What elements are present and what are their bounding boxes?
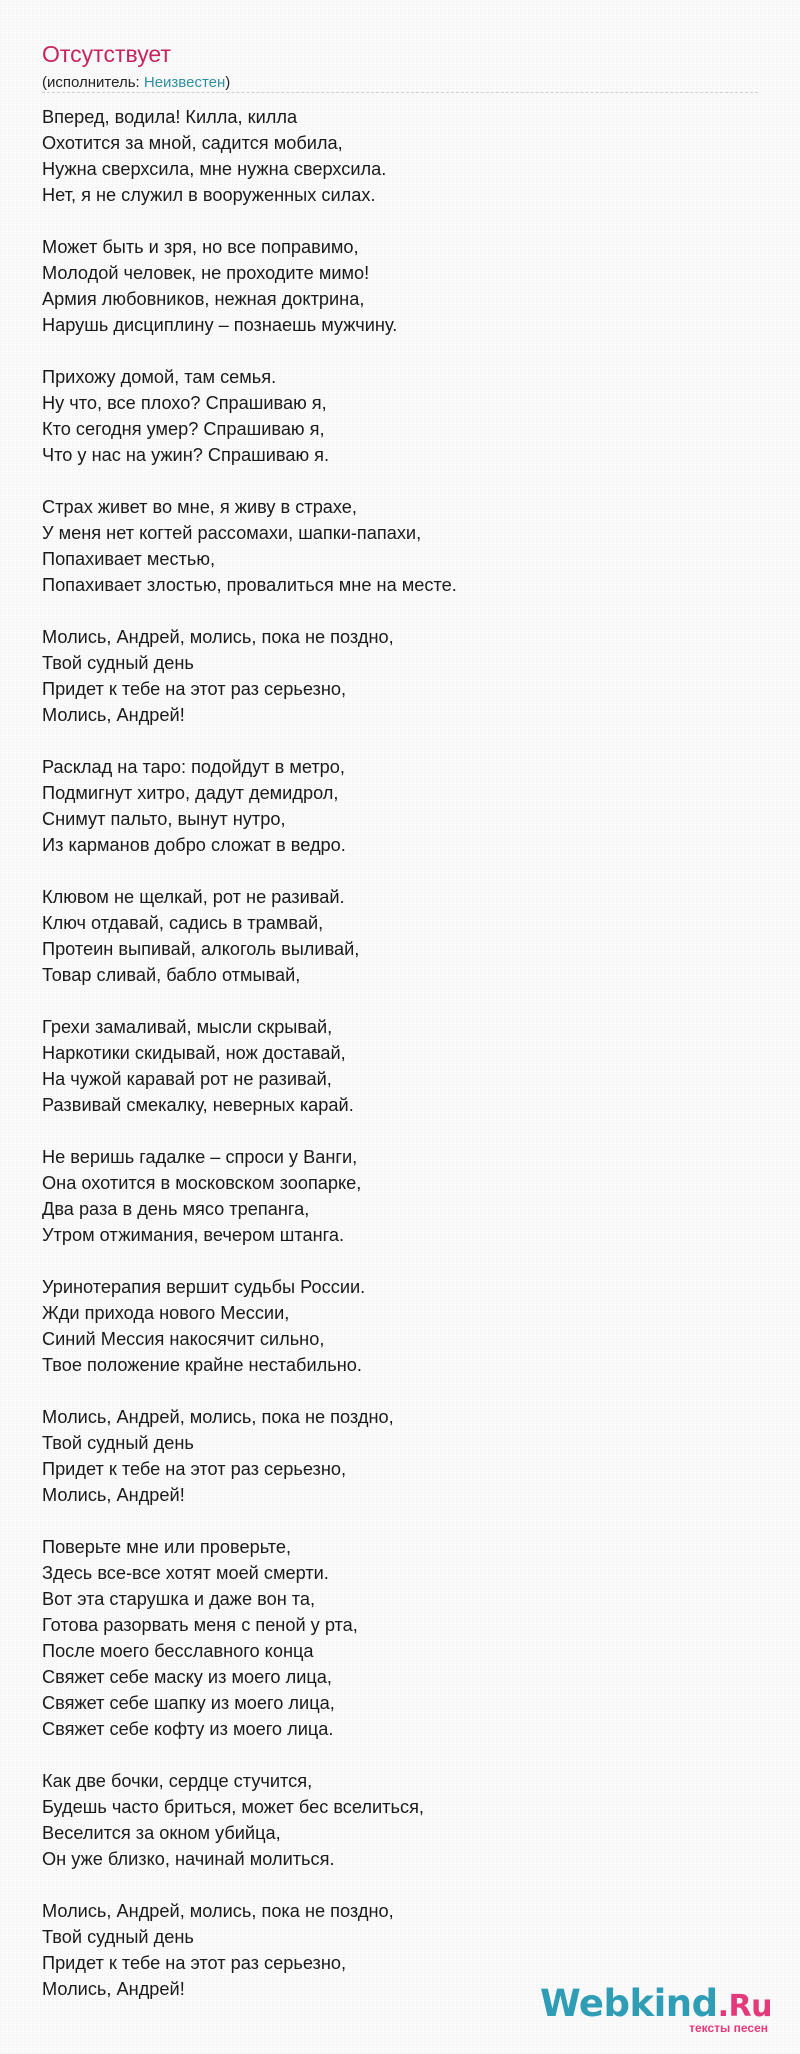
lyrics-line: Грехи замаливай, мысли скрывай, <box>42 1017 333 1037</box>
lyrics-line: Из карманов добро сложат в ведро. <box>42 835 346 855</box>
lyrics-line: Свяжет себе шапку из моего лица, <box>42 1693 335 1713</box>
performer-link[interactable]: Неизвестен <box>143 74 226 91</box>
lyrics-line: Развивай смекалку, неверных карай. <box>42 1095 354 1115</box>
lyrics-line: Уринотерапия вершит судьбы России. <box>42 1277 366 1297</box>
webkind-logo[interactable] <box>540 1984 772 2035</box>
lyrics-line: Молись, Андрей, молись, пока не поздно, <box>42 1901 394 1921</box>
header-divider <box>42 92 758 93</box>
lyrics-line: Утром отжимания, вечером штанга. <box>42 1225 345 1245</box>
lyrics-line: Твой судный день <box>42 1927 194 1947</box>
lyrics-line: Твой судный день <box>42 653 194 673</box>
lyrics-line: Ключ отдавай, садись в трамвай, <box>42 913 324 933</box>
lyrics-line: Снимут пальто, вынут нутро, <box>42 809 286 829</box>
lyrics-stanza <box>42 624 758 728</box>
lyrics-line: Что у нас на ужин? Спрашиваю я. <box>42 445 330 465</box>
lyrics-stanza <box>42 1768 758 1872</box>
logo-word: Webkind <box>539 1982 718 2025</box>
performer-line <box>42 73 758 92</box>
lyrics-line: Охотится за мной, садится мобила, <box>42 133 343 153</box>
lyrics-line: Твой судный день <box>42 1433 194 1453</box>
lyrics-stanza <box>42 754 758 858</box>
lyrics-line: Готова разорвать меня с пеной у рта, <box>42 1615 358 1635</box>
lyrics-line: Может быть и зря, но все поправимо, <box>42 237 359 257</box>
lyrics-line: Жди прихода нового Мессии, <box>42 1303 290 1323</box>
lyrics-stanza <box>42 234 758 338</box>
lyrics-line: Вперед, водила! Килла, килла <box>42 107 298 127</box>
lyrics-line: Свяжет себе кофту из моего лица. <box>42 1719 334 1739</box>
lyrics-line: Попахивает местью, <box>42 549 216 569</box>
lyrics-line: Нужна сверхсила, мне нужна сверхсила. <box>42 159 387 179</box>
lyrics-line: После моего бесславного конца <box>42 1641 314 1661</box>
lyrics-line: Два раза в день мясо трепанга, <box>42 1199 310 1219</box>
lyrics-line: Попахивает злостью, провалиться мне на месте. <box>42 575 457 595</box>
lyrics-line: Товар сливай, бабло отмывай, <box>42 965 301 985</box>
lyrics-line: Ну что, все плохо? Спрашиваю я, <box>42 393 327 413</box>
lyrics-line: Молись, Андрей, молись, пока не поздно, <box>42 627 394 647</box>
lyrics-stanza <box>42 364 758 468</box>
lyrics-line: Придет к тебе на этот раз серьезно, <box>42 1459 347 1479</box>
lyrics-line: Он уже близко, начинай молиться. <box>42 1849 335 1869</box>
lyrics-line: Не веришь гадалке – спроси у Ванги, <box>42 1147 358 1167</box>
lyrics-line: Веселится за окном убийца, <box>42 1823 281 1843</box>
lyrics-line: Нарушь дисциплину – познаешь мужчину. <box>42 315 398 335</box>
lyrics-line: Молись, Андрей! <box>42 1979 185 1999</box>
lyrics-line: Кто сегодня умер? Спрашиваю я, <box>42 419 325 439</box>
performer-prefix: (исполнитель: <box>42 74 144 91</box>
lyrics-line: Молись, Андрей, молись, пока не поздно, <box>42 1407 394 1427</box>
lyrics-line: Протеин выпивай, алкоголь выливай, <box>42 939 360 959</box>
lyrics-stanza <box>42 1014 758 1118</box>
lyrics-stanza <box>42 884 758 988</box>
lyrics-line: Расклад на таро: подойдут в метро, <box>42 757 345 777</box>
lyrics-stanza <box>42 1144 758 1248</box>
lyrics-line: На чужой каравай рот не разивай, <box>42 1069 332 1089</box>
lyrics-line: Нет, я не служил в вооруженных силах. <box>42 185 376 205</box>
lyrics-line: Как две бочки, сердце стучится, <box>42 1771 313 1791</box>
lyrics-line: Клювом не щелкай, рот не разивай. <box>42 887 345 907</box>
performer-suffix: ) <box>225 74 231 91</box>
lyrics-line: Здесь все-все хотят моей смерти. <box>42 1563 329 1583</box>
lyrics-line: Молодой человек, не проходите мимо! <box>42 263 370 283</box>
lyrics-line: Армия любовников, нежная доктрина, <box>42 289 365 309</box>
lyrics-stanza <box>42 104 758 208</box>
lyrics-stanza <box>42 494 758 598</box>
lyrics-stanza <box>42 1274 758 1378</box>
lyrics-line: Придет к тебе на этот раз серьезно, <box>42 1953 347 1973</box>
lyrics-line: Прихожу домой, там семья. <box>42 367 277 387</box>
lyrics-stanza <box>42 1404 758 1508</box>
lyrics-line: Молись, Андрей! <box>42 1485 185 1505</box>
lyrics-line: Молись, Андрей! <box>42 705 185 725</box>
lyrics-line: Страх живет во мне, я живу в страхе, <box>42 497 357 517</box>
lyrics-line: Вот эта старушка и даже вон та, <box>42 1589 316 1609</box>
lyrics-line: Синий Мессия накосячит сильно, <box>42 1329 325 1349</box>
lyrics-line: Придет к тебе на этот раз серьезно, <box>42 679 347 699</box>
lyrics-line: Твое положение крайне нестабильно. <box>42 1355 362 1375</box>
lyrics-line: Наркотики скидывай, нож доставай, <box>42 1043 346 1063</box>
lyrics-stanza <box>42 1534 758 1742</box>
lyrics-line: Она охотится в московском зоопарке, <box>42 1173 362 1193</box>
lyrics-line: Подмигнут хитро, дадут демидрол, <box>42 783 339 803</box>
song-title: Отсутствует <box>42 41 171 67</box>
lyrics-line: Поверьте мне или проверьте, <box>42 1537 292 1557</box>
lyrics-line: Свяжет себе маску из моего лица, <box>42 1667 332 1687</box>
lyrics-line: Будешь часто бриться, может бес вселиться, <box>42 1797 424 1817</box>
lyrics-body <box>42 104 758 2028</box>
logo-tld: .Ru <box>717 1989 772 2024</box>
song-header <box>42 40 758 92</box>
logo-tagline: тексты песен <box>689 2021 768 2035</box>
lyrics-line: У меня нет когтей рассомахи, шапки-папахи, <box>42 523 422 543</box>
